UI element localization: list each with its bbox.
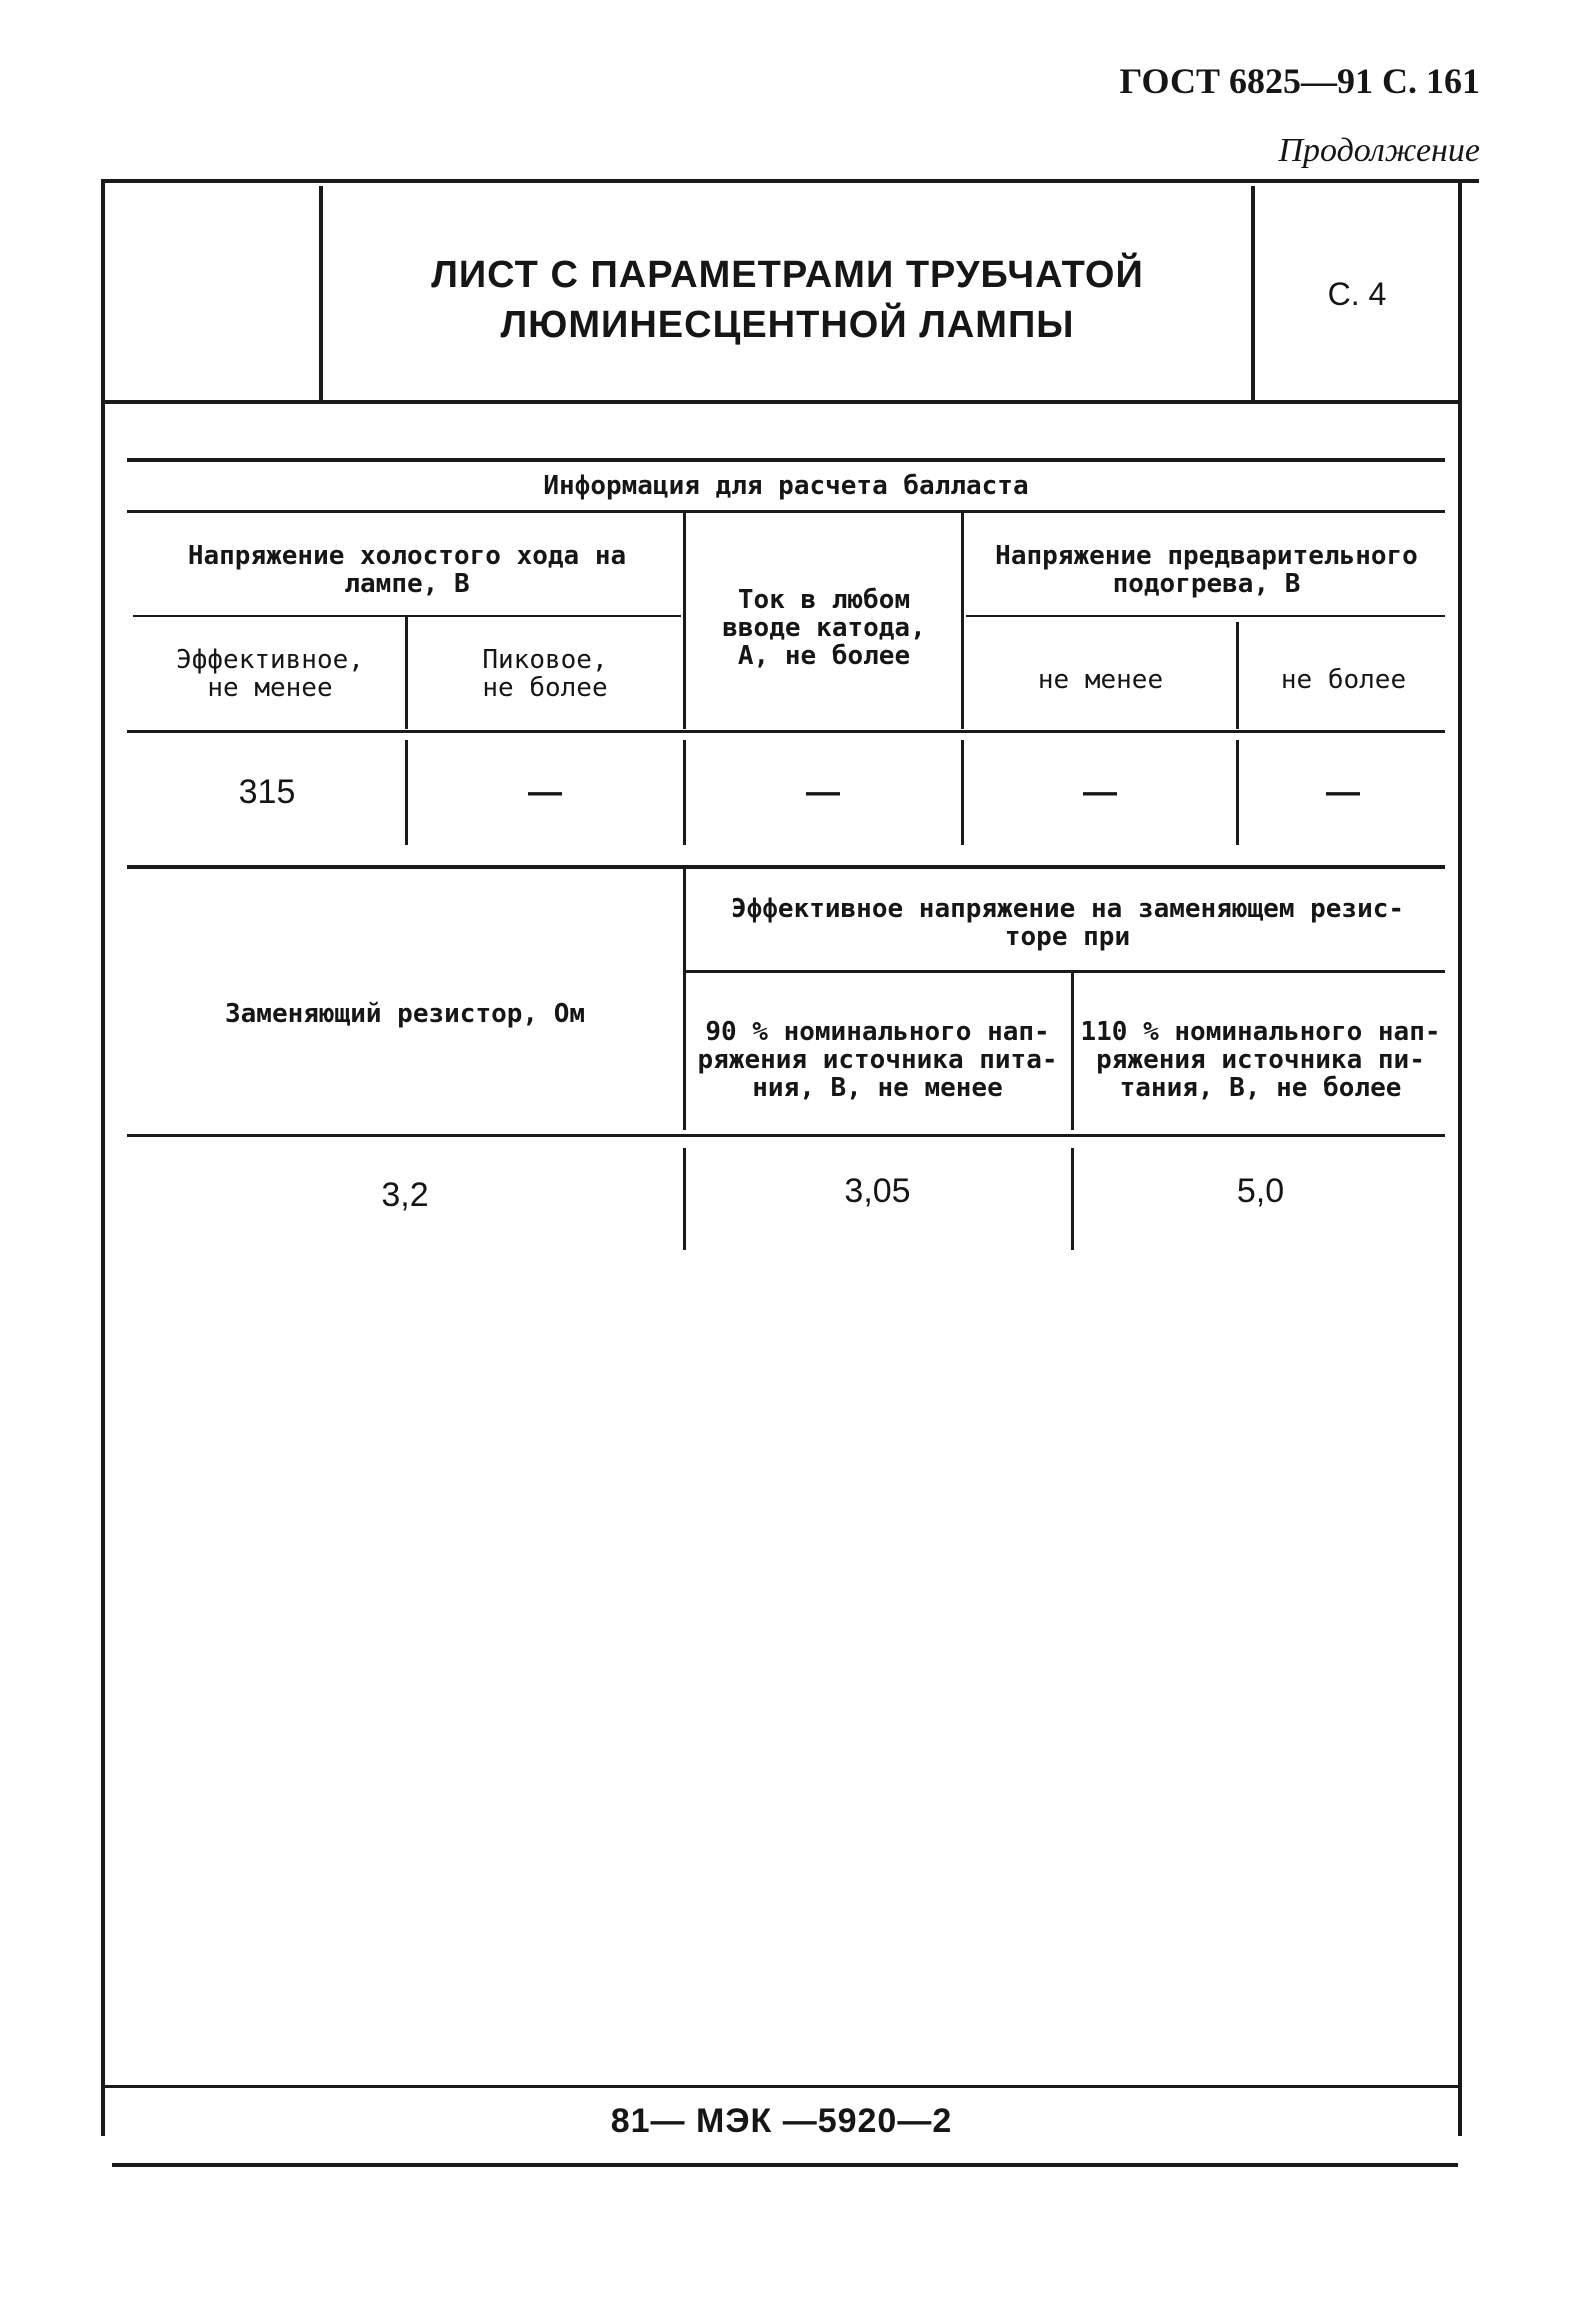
effective-header-line1: Эффективное, bbox=[176, 645, 364, 675]
peak-voltage-header bbox=[412, 646, 678, 702]
standard-page-header: ГОСТ 6825—91 С. 161 bbox=[1119, 61, 1480, 101]
ballast-row-current: — bbox=[806, 773, 840, 811]
current-header-line1: Ток в любом bbox=[737, 585, 911, 615]
ballast-row-effective: 315 bbox=[238, 773, 296, 811]
preheat-header-line1: Напряжение предварительного bbox=[995, 541, 1418, 571]
ballast-caption: Информация для расчета балласта bbox=[543, 471, 1029, 501]
col110-line3: тания, В, не более bbox=[1119, 1073, 1402, 1103]
peak-header-line1: Пиковое, bbox=[482, 645, 608, 675]
preheat-max-header: не более bbox=[1280, 665, 1407, 695]
sheet-title bbox=[330, 250, 1245, 350]
cathode-current-header bbox=[690, 586, 958, 670]
effective-voltage-header bbox=[140, 646, 400, 702]
sheet-page-ref: С. 4 bbox=[1327, 276, 1387, 312]
col110-line1: 110 % номинального нап- bbox=[1080, 1017, 1441, 1047]
voltage-90-value: 3,05 bbox=[844, 1172, 911, 1210]
ballast-row-preheat-min: — bbox=[1083, 773, 1117, 811]
col90-line1: 90 % номинального нап- bbox=[705, 1017, 1050, 1047]
continuation-label: Продолжение bbox=[1278, 132, 1480, 169]
effective-header-line2: не менее bbox=[207, 673, 333, 703]
resistor-header: Заменяющий резистор, Ом bbox=[224, 999, 586, 1029]
preheat-header-line2: подогрева, В bbox=[1112, 569, 1301, 599]
voltage-110-header bbox=[1076, 1018, 1445, 1102]
preheat-min-header: не менее bbox=[1037, 665, 1164, 695]
preheat-voltage-header bbox=[968, 542, 1445, 598]
resistor-value: 3,2 bbox=[381, 1176, 429, 1214]
current-header-line3: А, не более bbox=[737, 641, 911, 671]
open-circuit-voltage-header bbox=[140, 542, 674, 598]
open-circuit-header-line1: Напряжение холостого хода на bbox=[187, 541, 627, 571]
voltage-header-line2: торе при bbox=[1004, 922, 1131, 952]
ballast-row-peak: — bbox=[528, 773, 562, 811]
col110-line2: ряжения источника пи- bbox=[1096, 1045, 1425, 1075]
voltage-110-value: 5,0 bbox=[1236, 1172, 1285, 1210]
substitute-voltage-header bbox=[690, 895, 1445, 951]
current-header-line2: вводе катода, bbox=[722, 613, 926, 643]
sheet-title-line2: ЛЮМИНЕСЦЕНТНОЙ ЛАМПЫ bbox=[500, 304, 1075, 346]
peak-header-line2: не более bbox=[482, 673, 608, 703]
voltage-90-header bbox=[686, 1018, 1069, 1102]
sheet-title-line1: ЛИСТ С ПАРАМЕТРАМИ ТРУБЧАТОЙ bbox=[431, 254, 1144, 296]
open-circuit-header-line2: лампе, В bbox=[344, 569, 470, 599]
voltage-header-line1: Эффективное напряжение на заменяющем резис- bbox=[730, 894, 1405, 924]
ballast-row-preheat-max: — bbox=[1326, 773, 1360, 811]
col90-line3: ния, В, не менее bbox=[752, 1073, 1003, 1103]
col90-line2: ряжения источника пита- bbox=[697, 1045, 1058, 1075]
sheet-footer: 81— МЭК —5920—2 bbox=[610, 2102, 953, 2140]
